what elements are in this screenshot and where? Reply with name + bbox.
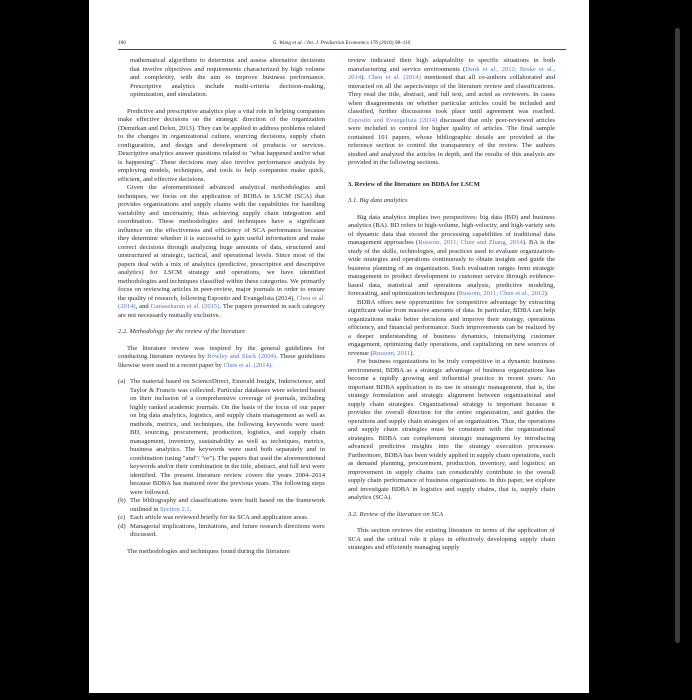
right-column xyxy=(348,57,555,553)
section-heading-review: 3. Review of the literature on BDBA for LSCM xyxy=(348,180,480,188)
paragraph-methodologies: Given the aforementioned advanced analytical methodologies and techniques, we focus on the application of BDBA in LSCM (SCA) that provides organizations and supply chains with the capabilities for handling variability and uncertainty, thus achieving supply chain integration and coordination. These methodologies and techniques have a significant influence on the effectiveness and efficiency of SCA performance because they determine whether it is successful to gain useful information and make correct decisions through analyzing huge amounts of data, structured and unstructured at strategic, tactical, and operational levels. Since most of the papers deal with a mix of analytics (predictive, prescriptive and descriptive analytics) for LSCM strategy and operations, we have identified methodologies and techniques classified within these categories. We primarily focus on reviewing articles in peer-review, major journals in order to ensure the quality of research, following Esposito and Evangelista (2014), Chen et al. (2014), and Gunasekaran et al. (2015). The papers presented in each category are not necessarily mutually exclusive. xyxy=(118,184,325,319)
citation-link[interactable]: Chen et al. (2014) xyxy=(368,74,421,81)
citation-link[interactable]: Chen et al. (2014) xyxy=(223,361,272,369)
paper-page xyxy=(89,0,589,693)
paragraph-review-continuation: review indicated their high adaptability to specific situations in both manufacturing and service environments (Denk et al., 2012; Beske et al., 2014). Chen et al. (2014) mentioned that all co-authors collaborated and interacted on all the aspects/steps of the literature review and classifications. They read the title, abstract, and full text, and acted as reviewers. In cases when disagreements on whether particular articles could be included and classified, further discussions took place until agreement was reached. Esposito and Evangelista (2014) discussed that only peer-reviewed articles were included to control for higher quality of articles. The final sample contained 101 papers, whose bibliographic details are provided at the reference section to control the transparency of the review. The authors studied and analyzed the articles in depth, and the results of this analysis are provided in the following sections. xyxy=(348,57,555,166)
paragraph-business-competitiveness: For business organizations to be truly competitive in a dynamic business environment, BDBA as a strategic advantage of business organizations has become a rapidly growing and influential practice in recent years. An important BDBA application is its use in strategic management, that is, the strategy formulation and strategic alignment between organizational and supply chain strategies. Organizational strategy is important because it provides the overall direction for the entire organization, and guides the operations and supply chain strategies of an organization. Thus, the operations and supply chain strategies must be consistent with the organizational strategies. BDBA can complement strategic management by introducing advanced predictive insights into the strategy execution processes. Furthermore, BDBA has been widely applied in supply chain operations, such as demand planning, procurement, production, inventory, and logistics; an improvement in supply chains can considerably contribute to the overall supply chain performance of business organizations. In this paper, we explore and investigate BDBA in logistics and supply chains, that is, supply chain analytics (SCA). xyxy=(348,358,555,501)
vertical-scrollbar[interactable] xyxy=(675,28,680,643)
citation-link[interactable]: Rowley and Slack (2004) xyxy=(207,353,277,360)
list-item: (c) Each article was reviewed briefly for its SCA and application areas. xyxy=(118,514,309,521)
paragraph-review-guidelines: The literature review was inspired by the general guidelines for conducting literature reviews by Rowley and Slack (2004). These guidelines likewise were used in a recent paper by Chen et al. (2014). xyxy=(118,344,325,369)
paragraph-methodologies-found: The methodologies and techniques found during the literature xyxy=(127,547,290,555)
citation-link[interactable]: Esposito and Evangelista (2014) xyxy=(348,116,438,124)
list-item: (b) The bibliography and classifications were built based on the framework outlined in Section 2.1. xyxy=(118,497,325,513)
subsection-heading-sca: 3.2. Review of the literature on SCA xyxy=(348,510,443,518)
paragraph-bdba-opportunities: BDBA offers new opportunities for competitive advantage by extracting significant value from massive amounts of data. In particular, BDBA can help organizations make better decisions and improve their strategy, operations efficiency, and financial performance. Such improvements can be realized by a deeper understanding of business dynamics, intensifying customer engagement, optimizing daily operations, and capitalizing on new sources of revenue (Russom, 2011). xyxy=(348,298,555,357)
paragraph-big-data-definition: Big data analytics implies two perspectives: big data (BD) and business analytics (BA). BD refers to high-volume, high-velocity, and high-variety sets of dynamic data that exceed the processing capabilities of traditional data management approaches (Russom, 2011; Chen and Zhang, 2014). BA is the study of the skills, technologies, and practices used to evaluate organization-wide strategies and operations continuously to obtain insights and guide the business planning of an organization. Such evaluation ranges from strategic management to product development to customer service through evidence-based data, statistical and operations analysis, predictive modeling, forecasting, and optimization techniques (Russom, 2011; Chen et al., 2012). xyxy=(348,213,555,297)
paragraph-sca-review: This section reviews the existing literature in terms of the application of SCA and the critical role it plays in effectively developing supply chain strategies and efficiently managing supply xyxy=(348,527,555,551)
citation-link[interactable]: Russom, 2011; Chen and Zhang, 2014 xyxy=(418,239,523,246)
page-number: 100 xyxy=(118,40,126,46)
subsection-heading-methodology: 2.2. Methodology for the review of the literature xyxy=(118,328,246,335)
section-link[interactable]: Section 2.1 xyxy=(160,505,190,513)
citation-link[interactable]: Chen et al. (2014) xyxy=(118,294,325,310)
citation-link[interactable]: Russom, 2011; Chen et al., 2012 xyxy=(458,290,545,297)
citation-link[interactable]: Gunasekaran et al. (2015) xyxy=(150,303,220,310)
left-column xyxy=(118,57,325,556)
subsection-heading-big-data: 3.1. Big data analytics xyxy=(348,197,408,204)
journal-citation: G. Wang et al. / Int. J. Production Economics 176 (2016) 98–110 xyxy=(272,40,411,46)
paragraph-predictive-prescriptive: Predictive and prescriptive analytics play a vital role in helping companies make effective decisions on the strategic direction of the organization (Demirkan and Delen, 2013). They can be applied to address problems related to the changes in organizational culture, sourcing decisions, supply chain configuration, and design and development of products or services. Descriptive analytics answer questions related to "what happened and/or what is happening". These decisions may also involve performance analysis by employing models, techniques, and tools to help companies make quick, efficient, and effective decisions. xyxy=(118,107,325,183)
citation-link[interactable]: Russom, 2011 xyxy=(372,349,411,357)
citation-link[interactable]: Denk et al., 2012; Beske et al., 2014 xyxy=(348,65,555,81)
list-item: (a) The material based on ScienceDirect, Emerald Insight, Inderscience, and Taylor & Francis was collected. Particular databases were selected based on their inclusion of a comprehensive coverage of journals, including highly ranked academic journals. On the basis of the focus of our paper on big data analytics, logistics, and supply chain management as well as methods, metrics, and techniques, the following keywords were used: BD, sourcing, procurement, production, logistics, and supply chain management, inventory, sustainability as well as techniques, metrics, business analytics. The keywords were used both separately and in combination (using "and"/ "or"). The papers that used the aforementioned keywords and/or their combination in the title, abstract, and full text were identified. The present literature review covers the years 2004–2014 because BDBA has matured over the previous years. The following steps were followed. xyxy=(118,378,325,496)
paragraph-intro-continuation: mathematical algorithms to determine and assess alternative decisions that involve objectives and requirements characterized by high volume and complexity, with the aim to improve business performance. Prescriptive analytics include multi-criteria decision-making, optimization, and simulation. xyxy=(130,57,325,98)
list-item: (d) Managerial implications, limitations, and future research directions were discussed. xyxy=(118,522,325,538)
header-rule xyxy=(118,49,566,50)
